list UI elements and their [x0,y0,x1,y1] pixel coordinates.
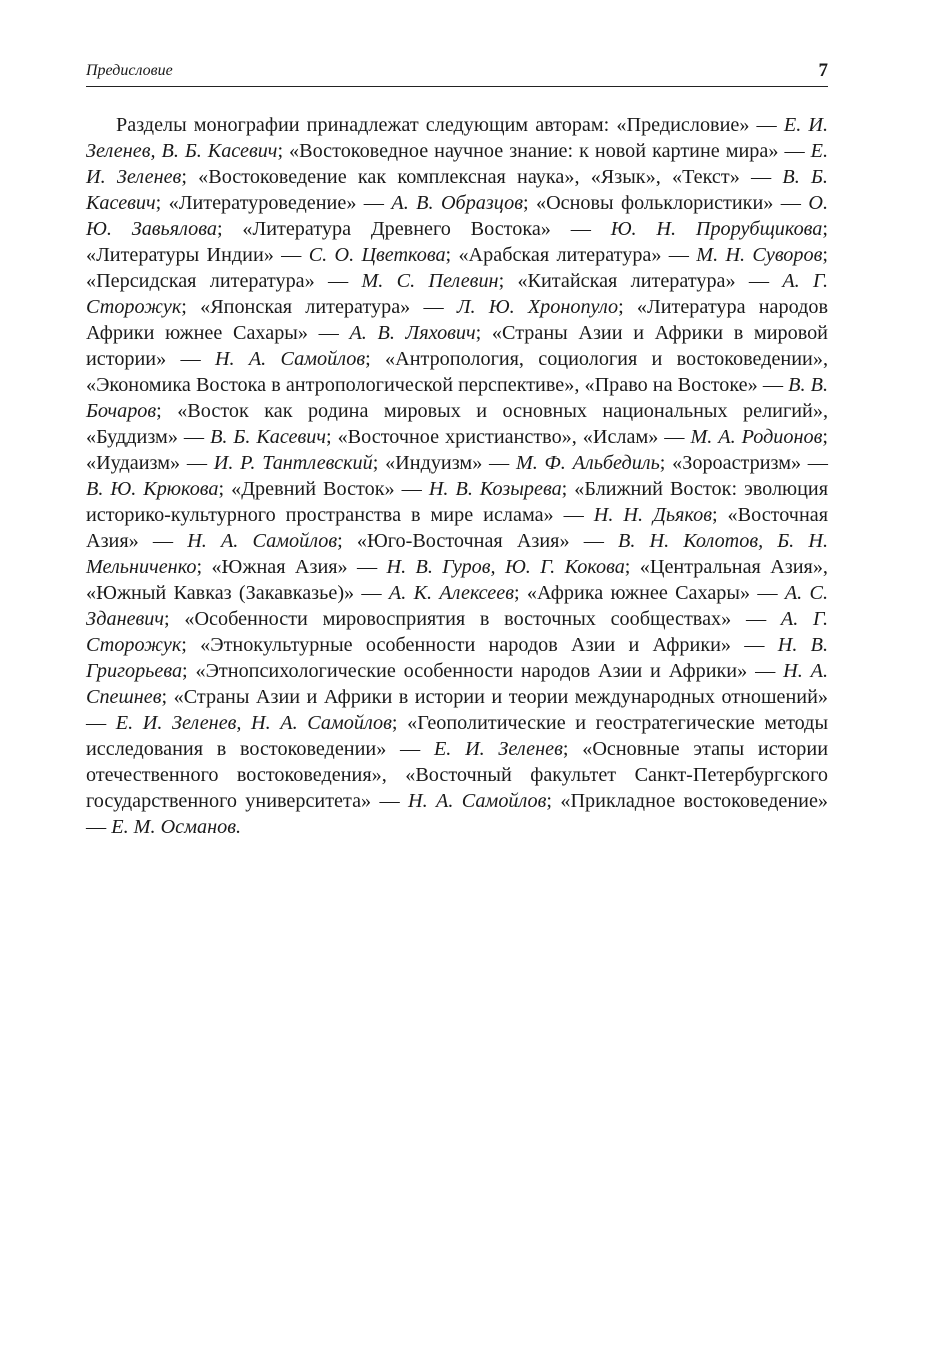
section-title-run: ; «Геополитические и геостратегические методы исследования в востоковедении» — [86,712,829,760]
author-name: Е. М. Османов. [111,816,242,838]
running-head: Предисловие [86,62,173,79]
section-title-run: ; «Востоковедное научное знание: к новой картине мира» — [277,140,811,162]
section-title-run: ; «Литературоведение» — [155,192,392,214]
author-name: Н. В. Гуров, Ю. Г. Кокова [386,556,625,578]
body-text [86,112,828,840]
section-title-run: ; «Персидская литература» — [86,244,828,292]
section-title-run: ; «Этнопсихологические особенности народов Азии и Африки» — [182,660,784,682]
section-title-run: ; «Центральная Азия», «Южный Кавказ (Закавказье)» — [86,556,828,604]
author-name: С. О. Цветкова [308,244,446,266]
section-title-run: ; «Страны Азии и Африки в мировой истории» — [86,322,828,370]
author-name: М. С. Пелевин [361,270,499,292]
author-name: Л. Ю. Хронопуло [456,296,619,318]
author-name: М. Ф. Альбедиль [515,452,660,474]
author-name: Н. В. Григорьева [86,634,828,682]
section-title-run: ; «Восток как родина мировых и основных национальных религий», «Буддизм» — [86,400,828,448]
author-name: Н. В. Козырева [428,478,562,500]
section-title-run: ; «Антропология, социология и востоковедении», «Экономика Востока в антропологической перспективе», «Право на Востоке» — [86,348,828,396]
author-name: М. Н. Суворов [696,244,823,266]
section-title-run: Разделы монографии принадлежат следующим авторам: «Предисловие» — [116,114,784,136]
author-name: В. В. Бочаров [86,374,828,422]
author-name: Е. И. Зеленев [433,738,563,760]
section-title-run: ; «Особенности мировосприятия в восточных сообществах» — [164,608,781,630]
author-name: Н. А. Самойлов [187,530,338,552]
author-name: А. Г. Сторожук [86,608,828,656]
author-name: Н. А. Спешнев [86,660,828,708]
author-name: О. Ю. Завьялова [86,192,828,240]
section-title-run: ; «Южная Азия» — [196,556,387,578]
author-name: Е. И. Зеленев, Н. А. Самойлов [115,712,392,734]
author-name: А. В. Ляхович [349,322,476,344]
author-name: В. Ю. Крюкова [86,478,219,500]
author-name: А. В. Образцов [391,192,523,214]
section-title-run: ; «Литература народов Африки южнее Сахары» — [86,296,828,344]
author-name: М. А. Родионов [690,426,823,448]
section-title-run: ; «Востоковедение как комплексная наука», «Язык», «Текст» — [181,166,783,188]
author-name: Н. А. Самойлов [408,790,547,812]
section-title-run: ; «Основные этапы истории отечественного востоковедения», «Восточный факультет Санкт-Петербургского государственного университета» — [86,738,828,812]
author-name: Е. И. Зеленев, В. Б. Касевич [86,114,828,162]
section-title-run: ; «Африка южнее Сахары» — [514,582,785,604]
section-title-run: ; «Этнокультурные особенности народов Азии и Африки» — [181,634,778,656]
section-title-run: ; «Восточное христианство», «Ислам» — [326,426,691,448]
author-name: А. К. Алексеев [388,582,514,604]
section-title-run: ; «Иудаизм» — [86,426,828,474]
section-title-run: ; «Юго-Восточная Азия» — [337,530,619,552]
author-name: В. Б. Касевич [86,166,828,214]
section-title-run: ; «Арабская литература» — [445,244,697,266]
section-title-run: ; «Литература Древнего Востока» — [217,218,611,240]
author-name: Ю. Н. Прорубщикова [610,218,823,240]
page-header [86,56,828,87]
section-title-run: ; «Основы фольклористики» — [522,192,809,214]
section-title-run: ; «Индуизм» — [372,452,516,474]
section-title-run: ; «Китайская литература» — [498,270,783,292]
page-number: 7 [818,60,828,81]
authors-paragraph [86,112,828,840]
section-title-run: ; «Литературы Индии» — [86,218,829,266]
author-name: А. С. Зданевич [86,582,829,630]
section-title-run: ; «Страны Азии и Африки в истории и теории международных отношений» — [86,686,828,734]
author-name: А. Г. Сторожук [86,270,829,318]
author-name: В. Б. Касевич [210,426,326,448]
author-name: Е. И. Зеленев [86,140,828,188]
author-name: В. Н. Колотов, Б. Н. Мельниченко [86,530,828,578]
author-name: Н. Н. Дьяков [593,504,712,526]
section-title-run: ; «Прикладное востоковедение» — [86,790,828,838]
section-title-run: ; «Зороастризм» — [659,452,828,474]
author-name: Н. А. Самойлов [214,348,366,370]
section-title-run: ; «Японская литература» — [181,296,457,318]
section-title-run: ; «Восточная Азия» — [86,504,829,552]
section-title-run: ; «Ближний Восток: эволюция историко-культурного пространства в мире ислама» — [86,478,829,526]
author-name: И. Р. Тантлевский [213,452,373,474]
section-title-run: ; «Древний Восток» — [218,478,429,500]
